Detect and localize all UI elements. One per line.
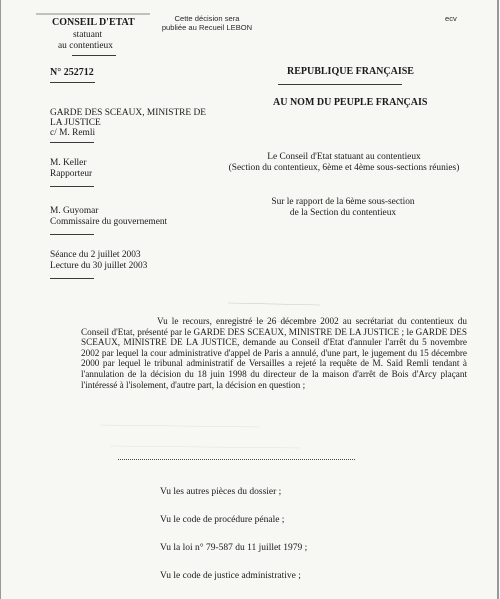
rapporteur-role: Rapporteur [50, 169, 93, 179]
recourse-paragraph: Vu le recours, enregistré le 26 décembre 2002 au secrétariat du contentieux du Conseil d'Etat, présenté par le GARDE DES SCEAUX, MINISTRE DE LA JUSTICE ; le GARDE DES SCEAUX, MINISTRE DE LA JUSTICE, demande au Conseil d'Etat d'annuler l'arrêt du 5 novembre 2002 par lequel la cour administrative d'appel de Paris a annulé, d'une part, le jugement du 15 décembre 2000 par lequel le tribunal administratif de Versailles a rejeté la requête de M. Saïd Remli tendant à l'annulation de la décision du 18 juin 1998 du directeur de la maison d'arrêt de Bois d'Arcy plaçant l'intéressé à l'isolement, d'autre part, la décision en question ; [81, 316, 467, 390]
divider [50, 278, 94, 279]
party-line-1: GARDE DES SCEAUX, MINISTRE DE [50, 108, 206, 118]
reference-code: ecv [445, 14, 457, 23]
visa-item: Vu le code de justice administrative ; [160, 571, 301, 581]
party-line-2: LA JUSTICE [50, 118, 101, 128]
dotted-separator [118, 459, 355, 460]
people-heading: AU NOM DU PEUPLE FRANÇAIS [273, 97, 428, 108]
party-line-3: c/ M. Remli [50, 128, 96, 138]
visa-item: Vu les autres pièces du dossier ; [160, 487, 282, 497]
divider [72, 55, 116, 56]
divider [50, 82, 95, 83]
report-line-1: Sur le rapport de la 6ème sous-section [271, 197, 415, 207]
court-line-2: statuant [73, 30, 103, 40]
formation-line-2: (Section du contentieux, 6ème et 4ème sous-sections réunies) [228, 163, 460, 173]
stamp-line-2: publiée au Recueil LEBON [161, 23, 253, 32]
divider [50, 186, 94, 187]
commissaire-role: Commissaire du gouvernement [50, 217, 168, 227]
divider [50, 142, 94, 143]
divider [50, 234, 94, 235]
visa-item: Vu le code de procédure pénale ; [160, 515, 285, 525]
court-line-3: au contentieux [58, 41, 113, 51]
publication-stamp [157, 14, 257, 32]
lecture-date: Lecture du 30 juillet 2003 [50, 261, 148, 271]
visa-item: Vu la loi n° 79-587 du 11 juillet 1979 ; [160, 543, 308, 553]
case-number: N° 252712 [50, 67, 94, 78]
seance-date: Séance du 2 juillet 2003 [50, 250, 141, 260]
report-line-2: de la Section du contentieux [289, 208, 397, 218]
court-name: CONSEIL D'ETAT [52, 17, 135, 28]
commissaire-name: M. Guyomar [50, 206, 99, 216]
republic-heading: REPUBLIQUE FRANÇAISE [287, 66, 414, 77]
divider [278, 84, 402, 85]
rapporteur-name: M. Keller [50, 158, 87, 168]
stamp-line-1: Cette décision sera [174, 14, 240, 23]
formation-line-1: Le Conseil d'Etat statuant au contentieux [267, 152, 421, 162]
